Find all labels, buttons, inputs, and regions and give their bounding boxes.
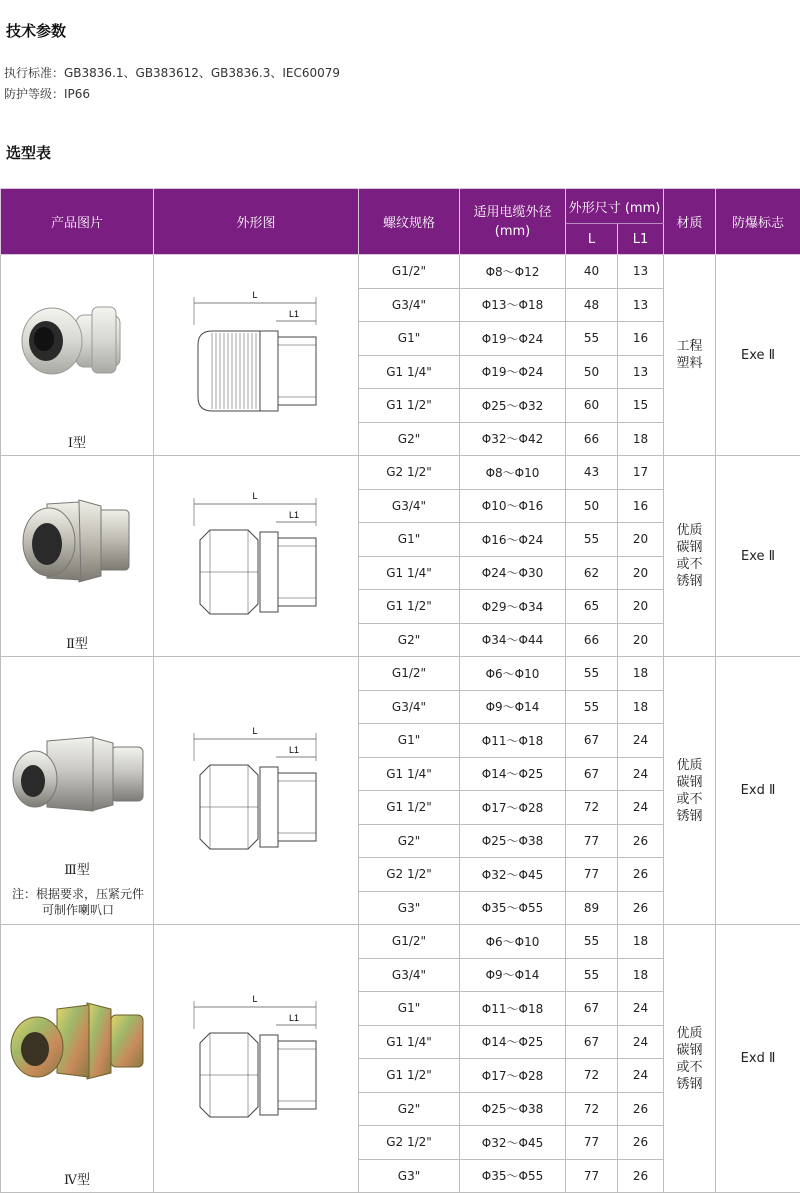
cable-range-cell: Φ9～Φ14 bbox=[460, 958, 566, 992]
type-label: Ⅳ型 bbox=[1, 1169, 153, 1188]
cable-range-cell: Φ11～Φ18 bbox=[460, 724, 566, 758]
explosion-mark-cell: Exd Ⅱ bbox=[716, 657, 800, 925]
product-photo bbox=[7, 727, 147, 820]
thread-cell: G2 1/2" bbox=[359, 456, 460, 490]
dim-L-cell: 65 bbox=[566, 590, 618, 624]
thread-cell: G3/4" bbox=[359, 288, 460, 322]
svg-text:L: L bbox=[252, 290, 257, 300]
dim-L1-cell: 15 bbox=[618, 389, 664, 423]
header-L: L bbox=[566, 224, 618, 255]
table-row bbox=[1, 925, 800, 959]
dim-L1-cell: 16 bbox=[618, 489, 664, 523]
dim-L1-cell: 18 bbox=[618, 657, 664, 691]
cable-range-cell: Φ9～Φ14 bbox=[460, 690, 566, 724]
header-image: 产品图片 bbox=[1, 189, 154, 255]
dim-L-cell: 55 bbox=[566, 925, 618, 959]
dim-L-cell: 67 bbox=[566, 992, 618, 1026]
dim-L-cell: 72 bbox=[566, 1092, 618, 1126]
cable-range-cell: Φ35～Φ55 bbox=[460, 891, 566, 925]
thread-cell: G1" bbox=[359, 322, 460, 356]
cable-range-cell: Φ6～Φ10 bbox=[460, 925, 566, 959]
outline-drawing bbox=[154, 925, 359, 1193]
cable-range-cell: Φ32～Φ45 bbox=[460, 858, 566, 892]
product-photo-cell bbox=[1, 657, 154, 925]
material-cell: 优质 碳钢 或不 锈钢 bbox=[664, 657, 716, 925]
cable-range-cell: Φ32～Φ42 bbox=[460, 422, 566, 456]
dim-L-cell: 77 bbox=[566, 1159, 618, 1193]
cable-range-cell: Φ8～Φ12 bbox=[460, 255, 566, 289]
dim-L-cell: 62 bbox=[566, 556, 618, 590]
thread-cell: G1" bbox=[359, 724, 460, 758]
thread-cell: G1 1/2" bbox=[359, 590, 460, 624]
dim-L1-cell: 20 bbox=[618, 590, 664, 624]
thread-cell: G1 1/2" bbox=[359, 389, 460, 423]
cable-range-cell: Φ6～Φ10 bbox=[460, 657, 566, 691]
thread-cell: G3/4" bbox=[359, 489, 460, 523]
dim-L1-cell: 26 bbox=[618, 1159, 664, 1193]
dim-L-cell: 55 bbox=[566, 523, 618, 557]
dim-L-cell: 60 bbox=[566, 389, 618, 423]
thread-cell: G1/2" bbox=[359, 255, 460, 289]
thread-cell: G1 1/4" bbox=[359, 355, 460, 389]
dim-L1-cell: 24 bbox=[618, 724, 664, 758]
protection-line: 防护等级：IP66 bbox=[4, 85, 90, 102]
header-thread: 螺纹规格 bbox=[359, 189, 460, 255]
thread-cell: G3" bbox=[359, 891, 460, 925]
cable-range-cell: Φ8～Φ10 bbox=[460, 456, 566, 490]
thread-cell: G1 1/2" bbox=[359, 1059, 460, 1093]
svg-text:L1: L1 bbox=[289, 309, 299, 319]
dim-L1-cell: 13 bbox=[618, 255, 664, 289]
dim-L-cell: 66 bbox=[566, 422, 618, 456]
header-material: 材质 bbox=[664, 189, 716, 255]
dim-L1-cell: 18 bbox=[618, 422, 664, 456]
dim-L1-cell: 13 bbox=[618, 288, 664, 322]
thread-cell: G3" bbox=[359, 1159, 460, 1193]
selection-table bbox=[0, 188, 800, 1193]
dim-L1-cell: 24 bbox=[618, 1025, 664, 1059]
thread-cell: G3/4" bbox=[359, 690, 460, 724]
cable-range-cell: Φ17～Φ28 bbox=[460, 791, 566, 825]
material-cell: 优质 碳钢 或不 锈钢 bbox=[664, 925, 716, 1193]
dim-L-cell: 50 bbox=[566, 355, 618, 389]
cable-range-cell: Φ24～Φ30 bbox=[460, 556, 566, 590]
cable-range-cell: Φ13～Φ18 bbox=[460, 288, 566, 322]
cable-range-cell: Φ25～Φ38 bbox=[460, 1092, 566, 1126]
selection-title: 选型表 bbox=[6, 142, 51, 163]
dim-L-cell: 50 bbox=[566, 489, 618, 523]
thread-cell: G3/4" bbox=[359, 958, 460, 992]
standard-line: 执行标准：GB3836.1、GB383612、GB3836.3、IEC60079 bbox=[4, 64, 340, 81]
dim-L-cell: 55 bbox=[566, 690, 618, 724]
header-outline: 外形图 bbox=[154, 189, 359, 255]
dim-L1-cell: 20 bbox=[618, 523, 664, 557]
dim-L-cell: 77 bbox=[566, 858, 618, 892]
svg-text:L: L bbox=[252, 491, 257, 501]
svg-text:L: L bbox=[252, 994, 257, 1004]
cable-range-cell: Φ32～Φ45 bbox=[460, 1126, 566, 1160]
thread-cell: G2 1/2" bbox=[359, 858, 460, 892]
dim-L1-cell: 18 bbox=[618, 925, 664, 959]
cable-range-cell: Φ25～Φ32 bbox=[460, 389, 566, 423]
header-L1: L1 bbox=[618, 224, 664, 255]
thread-cell: G2" bbox=[359, 623, 460, 657]
cable-range-cell: Φ25～Φ38 bbox=[460, 824, 566, 858]
material-cell: 工程 塑料 bbox=[664, 255, 716, 456]
dim-L1-cell: 13 bbox=[618, 355, 664, 389]
thread-cell: G1 1/4" bbox=[359, 1025, 460, 1059]
cable-range-cell: Φ16～Φ24 bbox=[460, 523, 566, 557]
explosion-mark-cell: Exe Ⅱ bbox=[716, 255, 800, 456]
dim-L1-cell: 26 bbox=[618, 824, 664, 858]
thread-cell: G2" bbox=[359, 1092, 460, 1126]
dim-L-cell: 67 bbox=[566, 724, 618, 758]
dim-L1-cell: 16 bbox=[618, 322, 664, 356]
dim-L1-cell: 24 bbox=[618, 992, 664, 1026]
dim-L-cell: 48 bbox=[566, 288, 618, 322]
dim-L-cell: 77 bbox=[566, 824, 618, 858]
svg-text:L1: L1 bbox=[289, 1013, 299, 1023]
dim-L-cell: 89 bbox=[566, 891, 618, 925]
outline-drawing bbox=[154, 255, 359, 456]
table-row bbox=[1, 456, 800, 490]
thread-cell: G1 1/2" bbox=[359, 791, 460, 825]
dim-L-cell: 55 bbox=[566, 322, 618, 356]
dim-L-cell: 55 bbox=[566, 958, 618, 992]
dim-L1-cell: 17 bbox=[618, 456, 664, 490]
cable-range-cell: Φ14～Φ25 bbox=[460, 1025, 566, 1059]
thread-cell: G1" bbox=[359, 992, 460, 1026]
product-photo-cell bbox=[1, 255, 154, 456]
header-dims: 外形尺寸 (mm) bbox=[566, 189, 664, 224]
material-cell: 优质 碳钢 或不 锈钢 bbox=[664, 456, 716, 657]
type-label: Ⅰ型 bbox=[1, 432, 153, 451]
dim-L-cell: 55 bbox=[566, 657, 618, 691]
thread-cell: G2" bbox=[359, 422, 460, 456]
dim-L-cell: 43 bbox=[566, 456, 618, 490]
product-photo bbox=[18, 295, 136, 388]
thread-cell: G1/2" bbox=[359, 657, 460, 691]
dim-L-cell: 67 bbox=[566, 1025, 618, 1059]
thread-cell: G2 1/2" bbox=[359, 1126, 460, 1160]
cable-range-cell: Φ14～Φ25 bbox=[460, 757, 566, 791]
cable-range-cell: Φ35～Φ55 bbox=[460, 1159, 566, 1193]
svg-text:L1: L1 bbox=[289, 745, 299, 755]
explosion-mark-cell: Exd Ⅱ bbox=[716, 925, 800, 1193]
dim-L-cell: 40 bbox=[566, 255, 618, 289]
cable-range-cell: Φ11～Φ18 bbox=[460, 992, 566, 1026]
dim-L1-cell: 24 bbox=[618, 757, 664, 791]
dim-L1-cell: 24 bbox=[618, 1059, 664, 1093]
product-photo bbox=[7, 995, 147, 1088]
cable-range-cell: Φ34～Φ44 bbox=[460, 623, 566, 657]
outline-drawing bbox=[154, 657, 359, 925]
dim-L1-cell: 20 bbox=[618, 623, 664, 657]
thread-cell: G1/2" bbox=[359, 925, 460, 959]
dim-L1-cell: 26 bbox=[618, 891, 664, 925]
dim-L1-cell: 18 bbox=[618, 690, 664, 724]
thread-cell: G2" bbox=[359, 824, 460, 858]
product-photo bbox=[17, 496, 137, 589]
product-photo-cell bbox=[1, 925, 154, 1193]
dim-L-cell: 72 bbox=[566, 791, 618, 825]
dim-L1-cell: 20 bbox=[618, 556, 664, 590]
type-label: Ⅱ型 bbox=[1, 633, 153, 652]
dim-L1-cell: 26 bbox=[618, 1126, 664, 1160]
cable-range-cell: Φ19～Φ24 bbox=[460, 322, 566, 356]
thread-cell: G1 1/4" bbox=[359, 757, 460, 791]
explosion-mark-cell: Exe Ⅱ bbox=[716, 456, 800, 657]
tech-params-title: 技术参数 bbox=[6, 20, 66, 41]
cable-range-cell: Φ10～Φ16 bbox=[460, 489, 566, 523]
outline-drawing bbox=[154, 456, 359, 657]
product-photo-cell bbox=[1, 456, 154, 657]
header-cable: 适用电缆外径 (mm) bbox=[460, 189, 566, 255]
thread-cell: G1" bbox=[359, 523, 460, 557]
dim-L-cell: 72 bbox=[566, 1059, 618, 1093]
svg-text:L1: L1 bbox=[289, 510, 299, 520]
dim-L-cell: 67 bbox=[566, 757, 618, 791]
thread-cell: G1 1/4" bbox=[359, 556, 460, 590]
dim-L1-cell: 26 bbox=[618, 1092, 664, 1126]
type-note: 注：根据要求，压紧元件 可制作喇叭口 bbox=[5, 886, 151, 918]
table-row bbox=[1, 657, 800, 691]
svg-text:L: L bbox=[252, 726, 257, 736]
type-label: Ⅲ型 bbox=[1, 859, 153, 878]
cable-range-cell: Φ17～Φ28 bbox=[460, 1059, 566, 1093]
dim-L-cell: 66 bbox=[566, 623, 618, 657]
dim-L-cell: 77 bbox=[566, 1126, 618, 1160]
cable-range-cell: Φ29～Φ34 bbox=[460, 590, 566, 624]
dim-L1-cell: 26 bbox=[618, 858, 664, 892]
table-row bbox=[1, 255, 800, 289]
dim-L1-cell: 24 bbox=[618, 791, 664, 825]
header-explosion: 防爆标志 bbox=[716, 189, 800, 255]
dim-L1-cell: 18 bbox=[618, 958, 664, 992]
cable-range-cell: Φ19～Φ24 bbox=[460, 355, 566, 389]
